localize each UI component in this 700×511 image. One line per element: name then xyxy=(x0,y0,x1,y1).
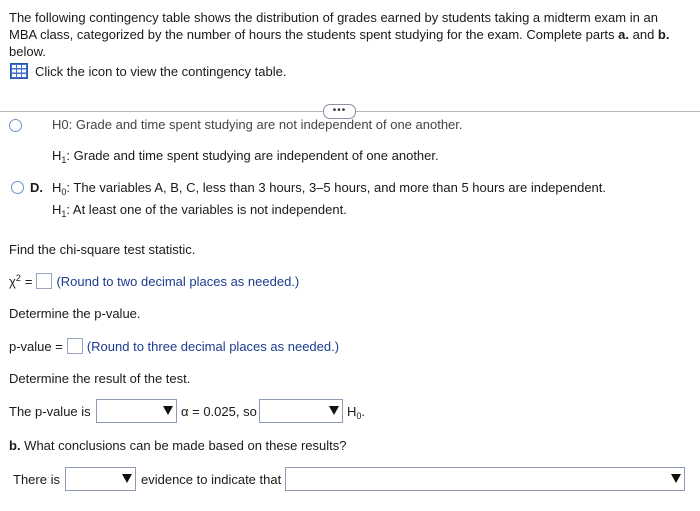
part-b-prompt xyxy=(9,438,346,453)
chi-symbol xyxy=(9,274,21,289)
option-c-h1 xyxy=(52,148,439,163)
h0-letter: H xyxy=(52,180,62,195)
p-value-hint: (Round to three decimal places as needed.) xyxy=(86,338,340,354)
evidence-label: evidence to indicate that xyxy=(141,472,282,487)
chevron-down-icon xyxy=(122,474,132,483)
radio-option-d[interactable] xyxy=(11,181,24,194)
part-b-letter: b. xyxy=(9,438,21,453)
p-value-input[interactable] xyxy=(67,338,83,354)
question-intro xyxy=(9,9,689,60)
option-d-h0 xyxy=(52,180,606,195)
chi-sup: 2 xyxy=(15,272,21,283)
result-prompt: Determine the result of the test. xyxy=(9,371,191,386)
radio-option-c[interactable] xyxy=(9,119,22,132)
evidence-select[interactable] xyxy=(65,467,136,491)
result-pre-label: The p-value is xyxy=(9,404,91,419)
expand-more-button[interactable]: ••• xyxy=(323,104,356,119)
p-value-prompt: Determine the p-value. xyxy=(9,306,141,321)
chi-square-hint: (Round to two decimal places as needed.) xyxy=(56,273,300,289)
h0-letter: H xyxy=(347,404,357,419)
there-is-label: There is xyxy=(13,472,60,487)
p-value-row xyxy=(9,338,339,354)
chi-square-row xyxy=(9,273,299,289)
chi-square-input[interactable] xyxy=(36,273,52,289)
h0-sub: 0 xyxy=(356,411,362,421)
decision-select[interactable] xyxy=(259,399,343,423)
h0-sub: 0 xyxy=(61,187,67,197)
option-d-h1-text: : At least one of the variables is not independent. xyxy=(66,202,347,217)
intro-and: and xyxy=(629,27,658,42)
chevron-down-icon xyxy=(329,406,339,415)
option-c-h0-text: H0: Grade and time spent studying are not independent of one another. xyxy=(52,117,463,132)
option-c-h1-text: : Grade and time spent studying are independent of one another. xyxy=(66,148,439,163)
h1-letter: H xyxy=(52,202,62,217)
chi-letter: χ xyxy=(9,273,16,289)
part-a-ref: a. xyxy=(618,27,629,42)
chi-equals: = xyxy=(24,273,33,289)
chi-square-prompt: Find the chi-square test statistic. xyxy=(9,242,196,257)
intro-line-2 xyxy=(9,26,689,43)
h1-sub: 1 xyxy=(61,209,67,219)
view-table-label[interactable]: Click the icon to view the contingency table. xyxy=(35,63,287,79)
intro-line-1: The following contingency table shows the distribution of grades earned by students taking a midterm exam in an xyxy=(9,10,658,25)
h1-sub: 1 xyxy=(61,155,67,165)
intro-line-2-text: MBA class, categorized by the number of hours the students spent studying for the exam. Complete parts xyxy=(9,27,619,42)
part-b-ref: b. xyxy=(657,27,670,42)
p-value-label: p-value = xyxy=(9,338,63,354)
conclusion-select[interactable] xyxy=(285,467,685,491)
part-b-text: What conclusions can be made based on these results? xyxy=(20,438,347,453)
h1-letter: H xyxy=(52,148,62,163)
option-d-letter: D. xyxy=(30,180,43,195)
h0-period: . xyxy=(361,404,366,419)
h0-symbol xyxy=(347,404,365,419)
chevron-down-icon xyxy=(163,406,173,415)
view-table-link[interactable] xyxy=(10,63,286,79)
chevron-down-icon xyxy=(671,474,681,483)
option-d-h0-text: : The variables A, B, C, less than 3 hours, 3–5 hours, and more than 5 hours are independent. xyxy=(66,180,607,195)
p-value-compare-select[interactable] xyxy=(96,399,177,423)
alpha-label: α = 0.025, so xyxy=(181,404,257,419)
grid-table-icon[interactable] xyxy=(10,63,28,79)
option-d-h1 xyxy=(52,202,347,217)
intro-line-3: below. xyxy=(9,44,46,59)
option-c-h0-cut xyxy=(52,117,532,134)
